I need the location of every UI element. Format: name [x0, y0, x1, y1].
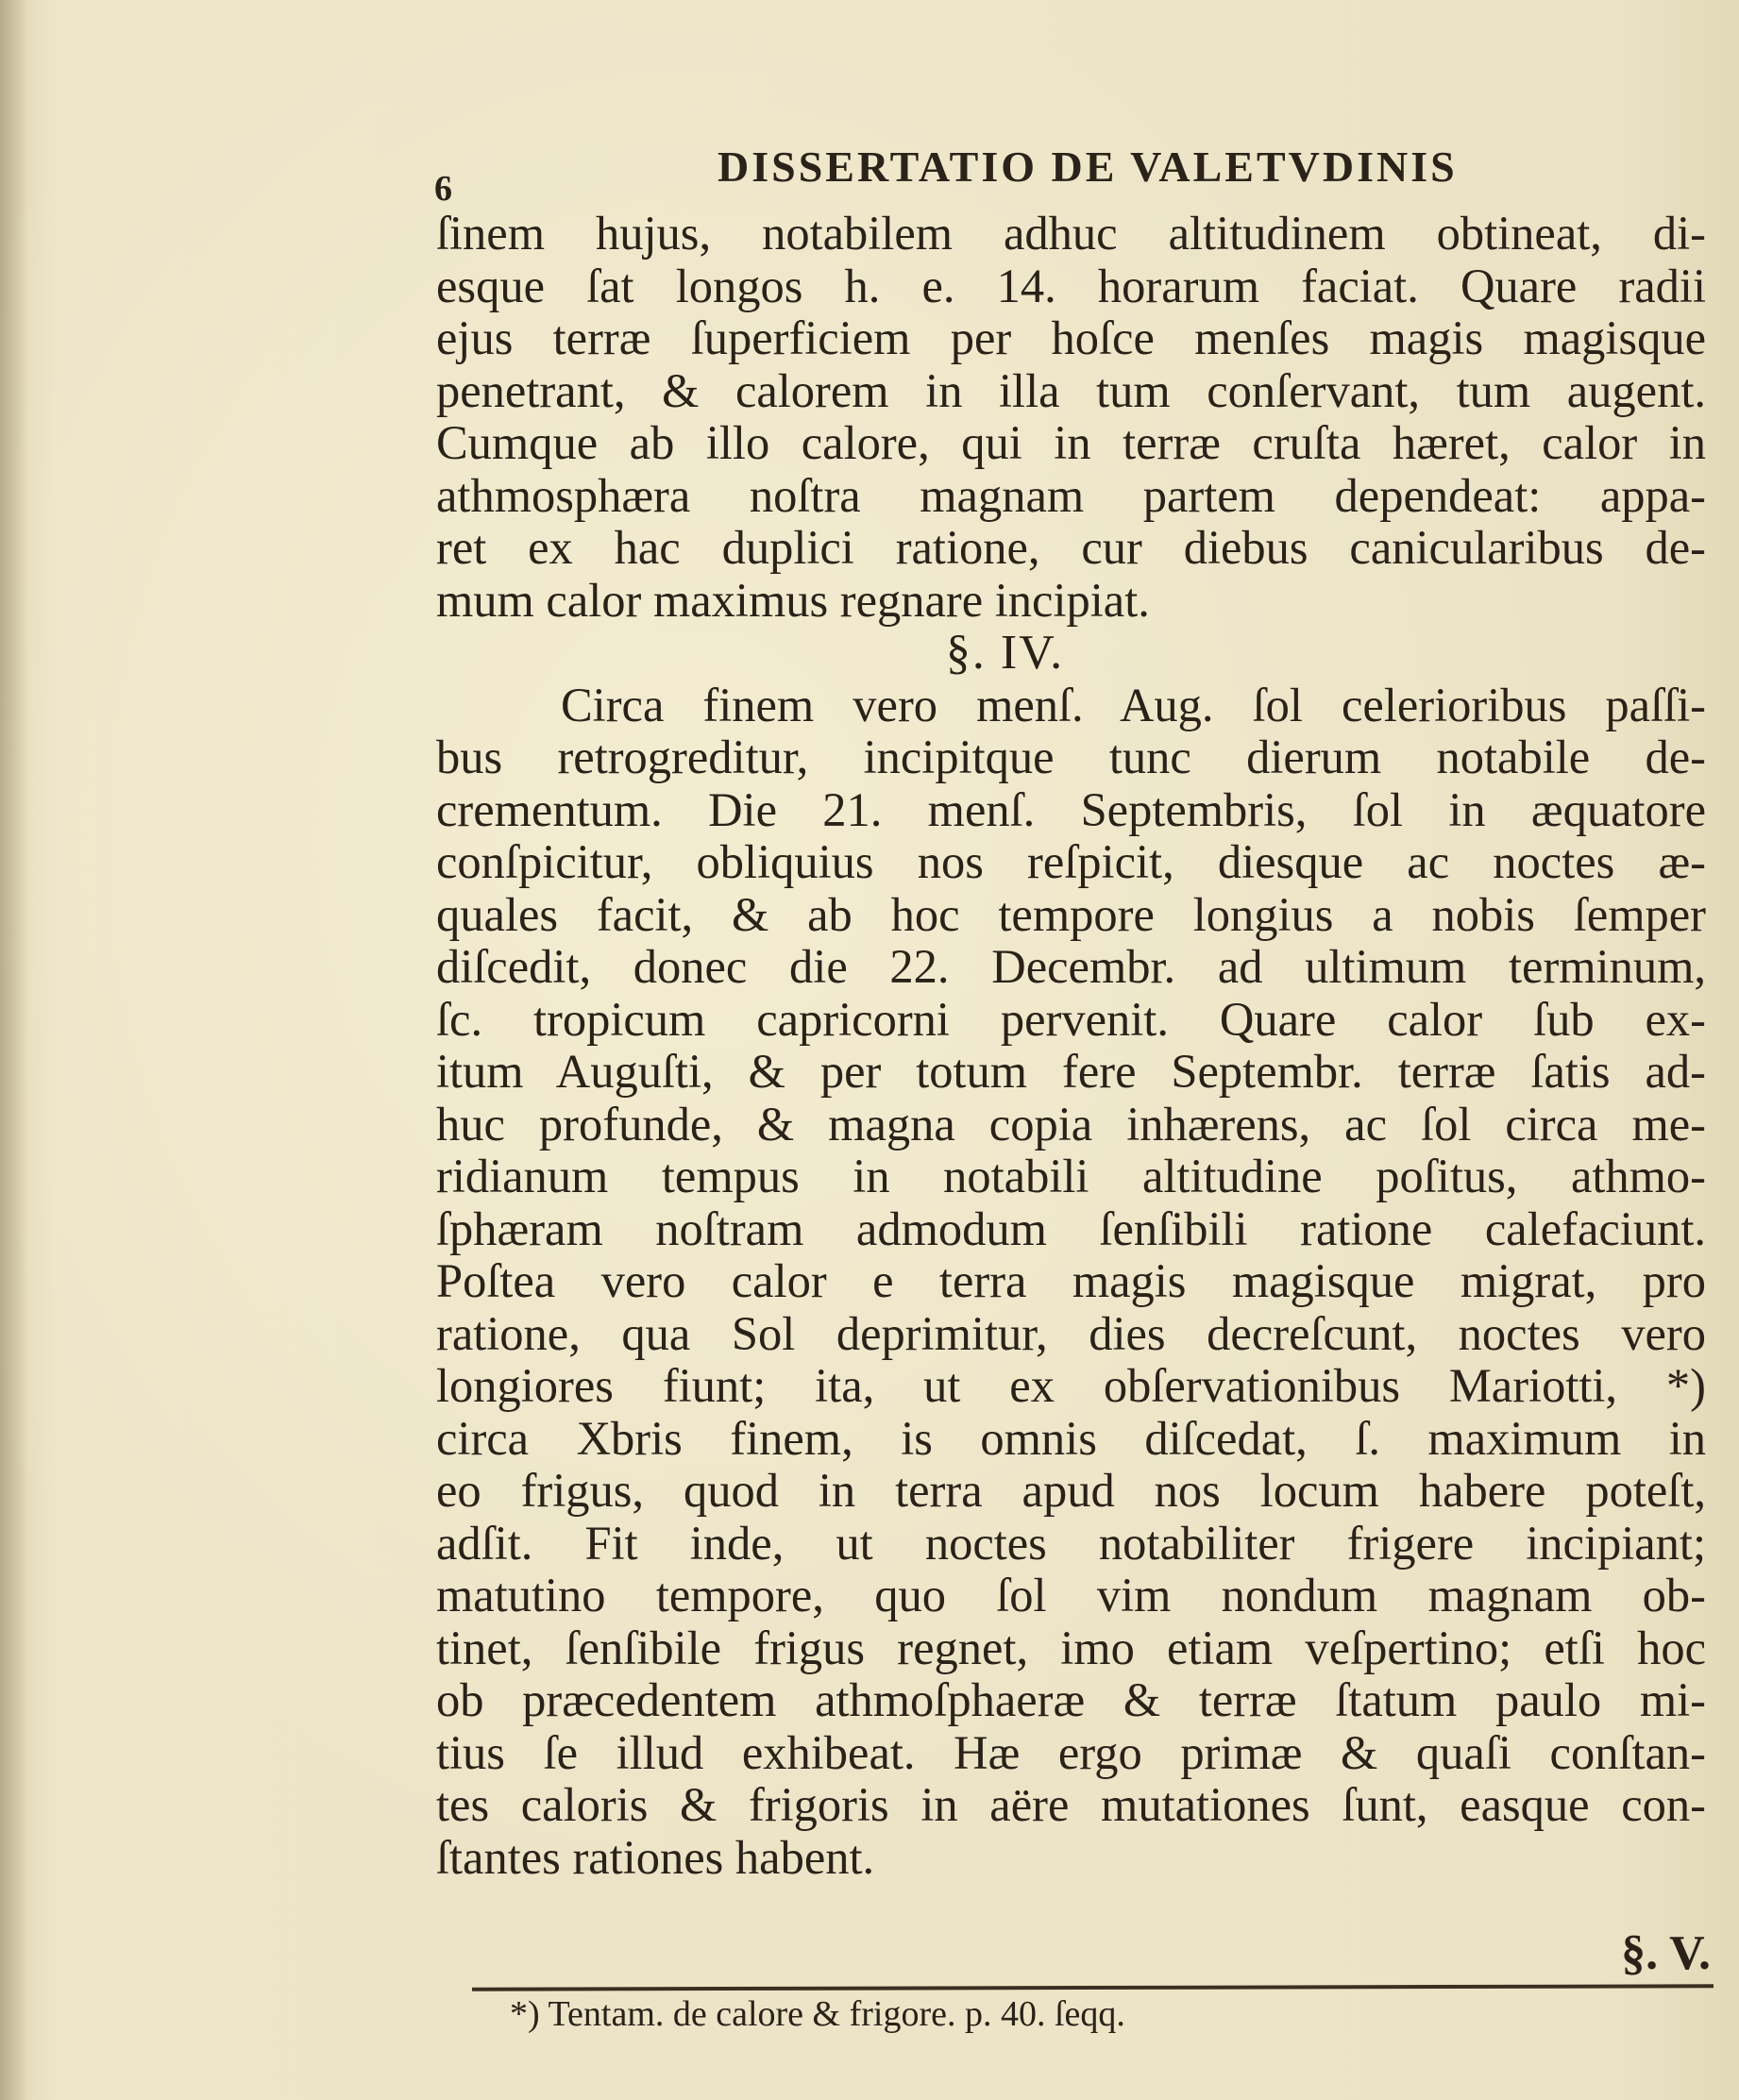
- running-title-text: DISSERTATIO DE VALETVDINIS: [718, 143, 1458, 191]
- running-title: [718, 142, 1458, 192]
- text-line: Poſtea vero calor e terra magis magisque migrat, pro: [436, 1254, 1706, 1307]
- text-line: ſc. tropicum capricorni pervenit. Quare calor ſub ex-: [436, 992, 1706, 1046]
- text-line: ejus terræ ſuperficiem per hoſce menſes magis magisque: [436, 311, 1706, 364]
- footnote-rule: [472, 1984, 1714, 1991]
- spine-shadow: [0, 0, 28, 2100]
- text-line: ret ex hac duplici ratione, cur diebus canicularibus de-: [436, 521, 1706, 574]
- text-line: itum Auguſti, & per totum fere Septembr. terræ ſatis ad-: [436, 1045, 1706, 1098]
- text-line: penetrant, & calorem in illa tum conſervant, tum augent.: [436, 363, 1706, 417]
- page-number: 6: [434, 169, 452, 209]
- text-line: esque ſat longos h. e. 14. horarum faciat. Quare radii: [436, 259, 1706, 312]
- text-line: ratione, qua Sol deprimitur, dies decreſcunt, noctes vero: [436, 1306, 1706, 1360]
- text-line: huc profunde, & magna copia inhærens, ac ſol circa me-: [436, 1097, 1706, 1151]
- catchword: §. V.: [1621, 1926, 1711, 1980]
- text-line: adſit. Fit inde, ut noctes notabiliter frigere incipiant;: [436, 1516, 1706, 1570]
- text-line: quales facit, & ab hoc tempore longius a nobis ſemper: [436, 887, 1706, 941]
- text-line: mum calor maximus regnare incipiat.: [436, 573, 1150, 627]
- text-line: bus retrogreditur, incipitque tunc dierum notabile de-: [436, 731, 1706, 783]
- text-line: circa Xbris finem, is omnis diſcedat, ſ. maximum in: [436, 1411, 1706, 1465]
- text-line: tius ſe illud exhibeat. Hæ ergo primæ & quaſi conſtan-: [436, 1725, 1706, 1779]
- text-line: crementum. Die 21. menſ. Septembris, ſol in æquatore: [436, 782, 1706, 836]
- text-line: tinet, ſenſibile frigus regnet, imo etiam veſpertino; etſi hoc: [436, 1621, 1706, 1674]
- text-line: ſtantes rationes habent.: [436, 1830, 875, 1884]
- paragraph-2: [436, 680, 1706, 1885]
- text-line: Cumque ab illo calore, qui in terræ cruſta hæret, calor in: [436, 416, 1706, 469]
- text-line: ſinem hujus, notabilem adhuc altitudinem obtineat, di-: [436, 207, 1706, 260]
- text-line: eo frigus, quod in terra apud nos locum habere poteſt,: [436, 1464, 1706, 1517]
- main-text: [436, 208, 1706, 1884]
- text-line: conſpicitur, obliquius nos reſpicit, diesque ac noctes æ-: [436, 835, 1706, 888]
- text-line: matutino tempore, quo ſol vim nondum magnam ob-: [436, 1569, 1706, 1621]
- text-line: ridianum tempus in notabili altitudine poſitus, athmo-: [436, 1150, 1706, 1202]
- text-line: tes caloris & frigoris in aëre mutationes ſunt, easque con-: [436, 1778, 1706, 1831]
- paragraph-1: [436, 208, 1706, 627]
- text-line: ſphæram noſtram admodum ſenſibili ratione calefaciunt.: [436, 1201, 1706, 1255]
- text-line: athmosphæra noſtra magnam partem dependeat: appa-: [436, 468, 1706, 522]
- text-line: longiores fiunt; ita, ut ex obſervationibus Mariotti, *): [436, 1359, 1706, 1412]
- section-heading: §. IV.: [945, 626, 1065, 680]
- text-line: ob præcedentem athmoſphaeræ & terræ ſtatum paulo mi-: [436, 1673, 1706, 1726]
- text-line: Circa finem vero menſ. Aug. ſol celerioribus paſſi-: [561, 678, 1706, 731]
- footnote: *) Tentam. de calore & frigore. p. 40. ſeqq.: [510, 1994, 1125, 2034]
- text-line: diſcedit, donec die 22. Decembr. ad ultimum terminum,: [436, 940, 1706, 993]
